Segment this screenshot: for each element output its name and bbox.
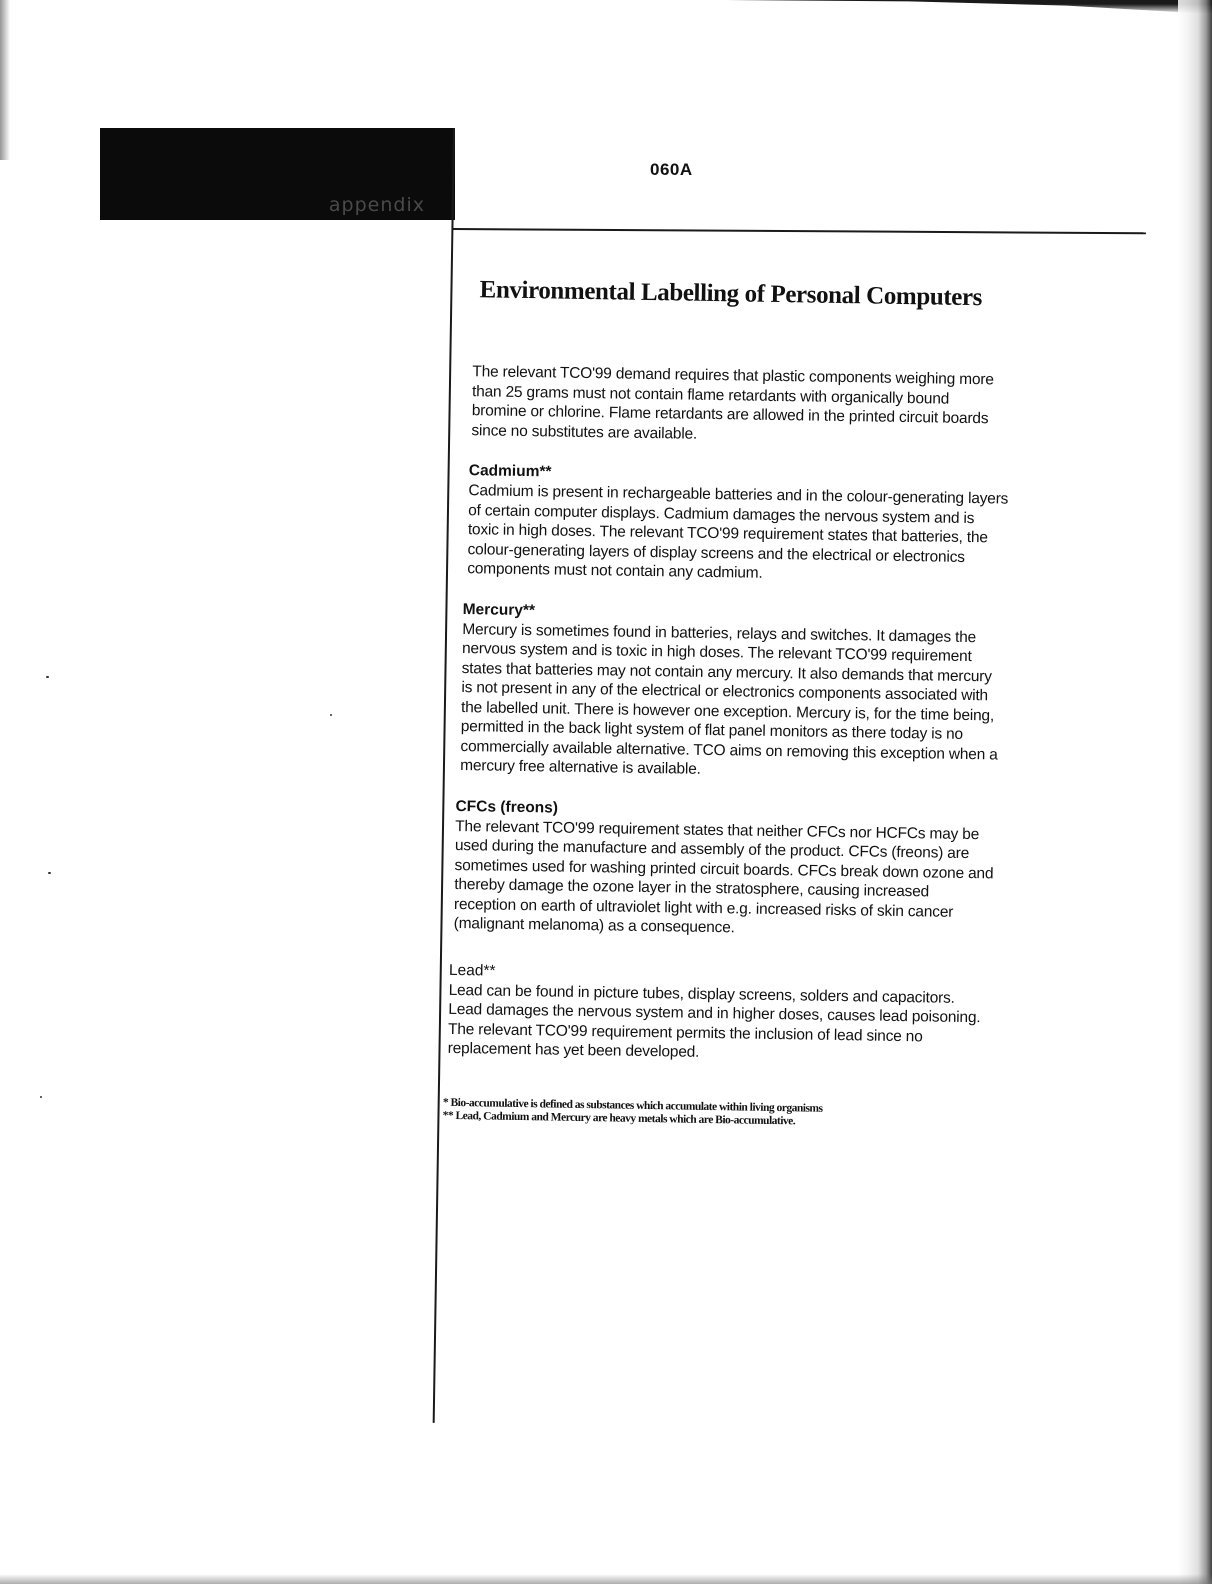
section-heading: Cadmium**: [468, 462, 552, 481]
section-body: The relevant TCO'99 requirement states that neither CFCs nor HCFCs may be used during the manufacture and assembly of the product. CFCs (freons) are sometimes used for washing printed circuit boards. CFCs break down ozone and thereby damage the ozone layer in the stratosphere, causing increased reception on earth of ultraviolet light with e.g. increased risks of skin cancer (malignant melanoma) as a consequence.: [453, 817, 994, 937]
page-title: Environmental Labelling of Personal Computers: [479, 276, 983, 312]
section-cadmium: [467, 460, 1009, 587]
section-lead: [448, 959, 989, 1066]
scan-edge-left: [0, 0, 10, 160]
page-code: 060A: [650, 160, 693, 179]
intro-paragraph: The relevant TCO'99 demand requires that plastic components weighing more than 25 grams must not contain flame retardants with organically bound bromine or chlorine. Flame retardants are allowed in the printed circuit boards since no substitutes are available.: [471, 363, 994, 443]
scan-edge-bottom: [0, 1574, 1212, 1584]
section-mercury: [460, 599, 1003, 784]
scan-speck: [330, 714, 332, 716]
appendix-header-block: [100, 128, 455, 220]
footnotes: [443, 1096, 1009, 1131]
section-body: Mercury is sometimes found in batteries, relays and switches. It damages the nervous system and is toxic in high doses. The relevant TCO'99 requirement states that batteries may not contain any mercury. It also demands that mercury is not present in any of the electrical or electronics components associated with the labelled unit. There is however one exception. Mercury is, for the time being, permitted in the back light system of flat panel monitors as there today is no commercially available alternative. TCO aims on removing this exception when a mercury free alternative is available.: [460, 620, 998, 778]
scan-speck: [40, 1096, 42, 1098]
scan-speck: [46, 676, 49, 678]
section-body: Cadmium is present in rechargeable batteries and in the colour-generating layers of certain computer displays. Cadmium damages the nervous system and is toxic in high doses. The relevant TCO'99 requirement states that batteries, the colour-generating layers of display screens and the electrical or electronics components must not contain any cadmium.: [467, 482, 1009, 582]
footnote-heavy-metals: ** Lead, Cadmium and Mercury are heavy metals which are Bio-accumulative.: [442, 1109, 796, 1127]
scan-speck: [48, 872, 51, 874]
section-heading: Mercury**: [462, 600, 536, 619]
horizontal-rule: [453, 228, 1146, 234]
section-heading: CFCs (freons): [455, 797, 559, 817]
section-body: Lead can be found in picture tubes, display screens, solders and capacitors. Lead damages the nervous system and in higher doses, causes lead poisoning. The relevant TCO'99 requirement permits the inclusion of lead since no replacement has yet been developed.: [447, 981, 981, 1061]
document-content: [442, 268, 1022, 1131]
vertical-rule: [433, 128, 455, 1423]
appendix-label: appendix: [328, 194, 425, 216]
section-heading: Lead**: [448, 961, 496, 980]
footnote-bio-accumulative: * Bio-accumulative is defined as substances which accumulate within living organisms: [442, 1096, 823, 1115]
scan-edge-top: [0, 0, 1212, 14]
section-cfcs: [454, 795, 996, 941]
scan-edge-right: [1178, 0, 1212, 1584]
